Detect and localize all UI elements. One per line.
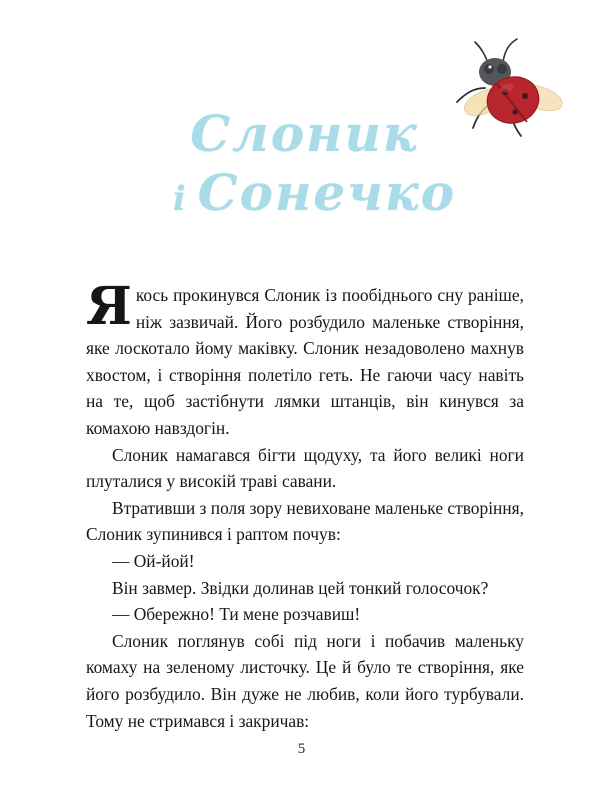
story-body (86, 276, 524, 734)
chapter-title-line-1: Слоник (190, 104, 419, 163)
paragraph-text: кось прокинувся Слоник із пообіднього сну раніше, ніж зазвичай. Його розбудило маленьке створіння, яке лоскотало йому маківку. Слоник незадоволено махнув хвостом, і створіння полетіло геть. Не гаючи часу навіть на те, щоб застібнути лямки штанців, він кинувся за комахою навздогін. (86, 285, 524, 438)
paragraph-dialogue: — Ой-йой! (112, 550, 195, 571)
paragraph: Втративши з поля зору невиховане маленьке створіння, Слоник зупинився і раптом почув: (86, 497, 524, 545)
paragraph: Він завмер. Звідки долинав цей тонкий голосочок? (112, 577, 489, 598)
paragraph: Слоник намагався бігти щодуху, та його великі ноги плуталися у високій траві савани. (86, 444, 524, 492)
paragraph (86, 276, 524, 442)
paragraph: Слоник поглянув собі під ноги і побачив маленьку комаху на зеленому листочку. Це й було те створіння, яке його розбудило. Він дуже не любив, коли його турбували. Тому не стримався і закричав: (86, 630, 524, 731)
chapter-title-word-2: Сонечко (197, 163, 457, 222)
page-number: 5 (297, 741, 306, 757)
chapter-title-conjunction: і (172, 179, 188, 219)
paragraph-dialogue: — Обережно! Ти мене розчавиш! (112, 604, 361, 625)
chapter-title-line-2 (26, 163, 603, 222)
ladybug-beetle-icon (445, 36, 565, 146)
drop-cap: Я (86, 276, 132, 337)
